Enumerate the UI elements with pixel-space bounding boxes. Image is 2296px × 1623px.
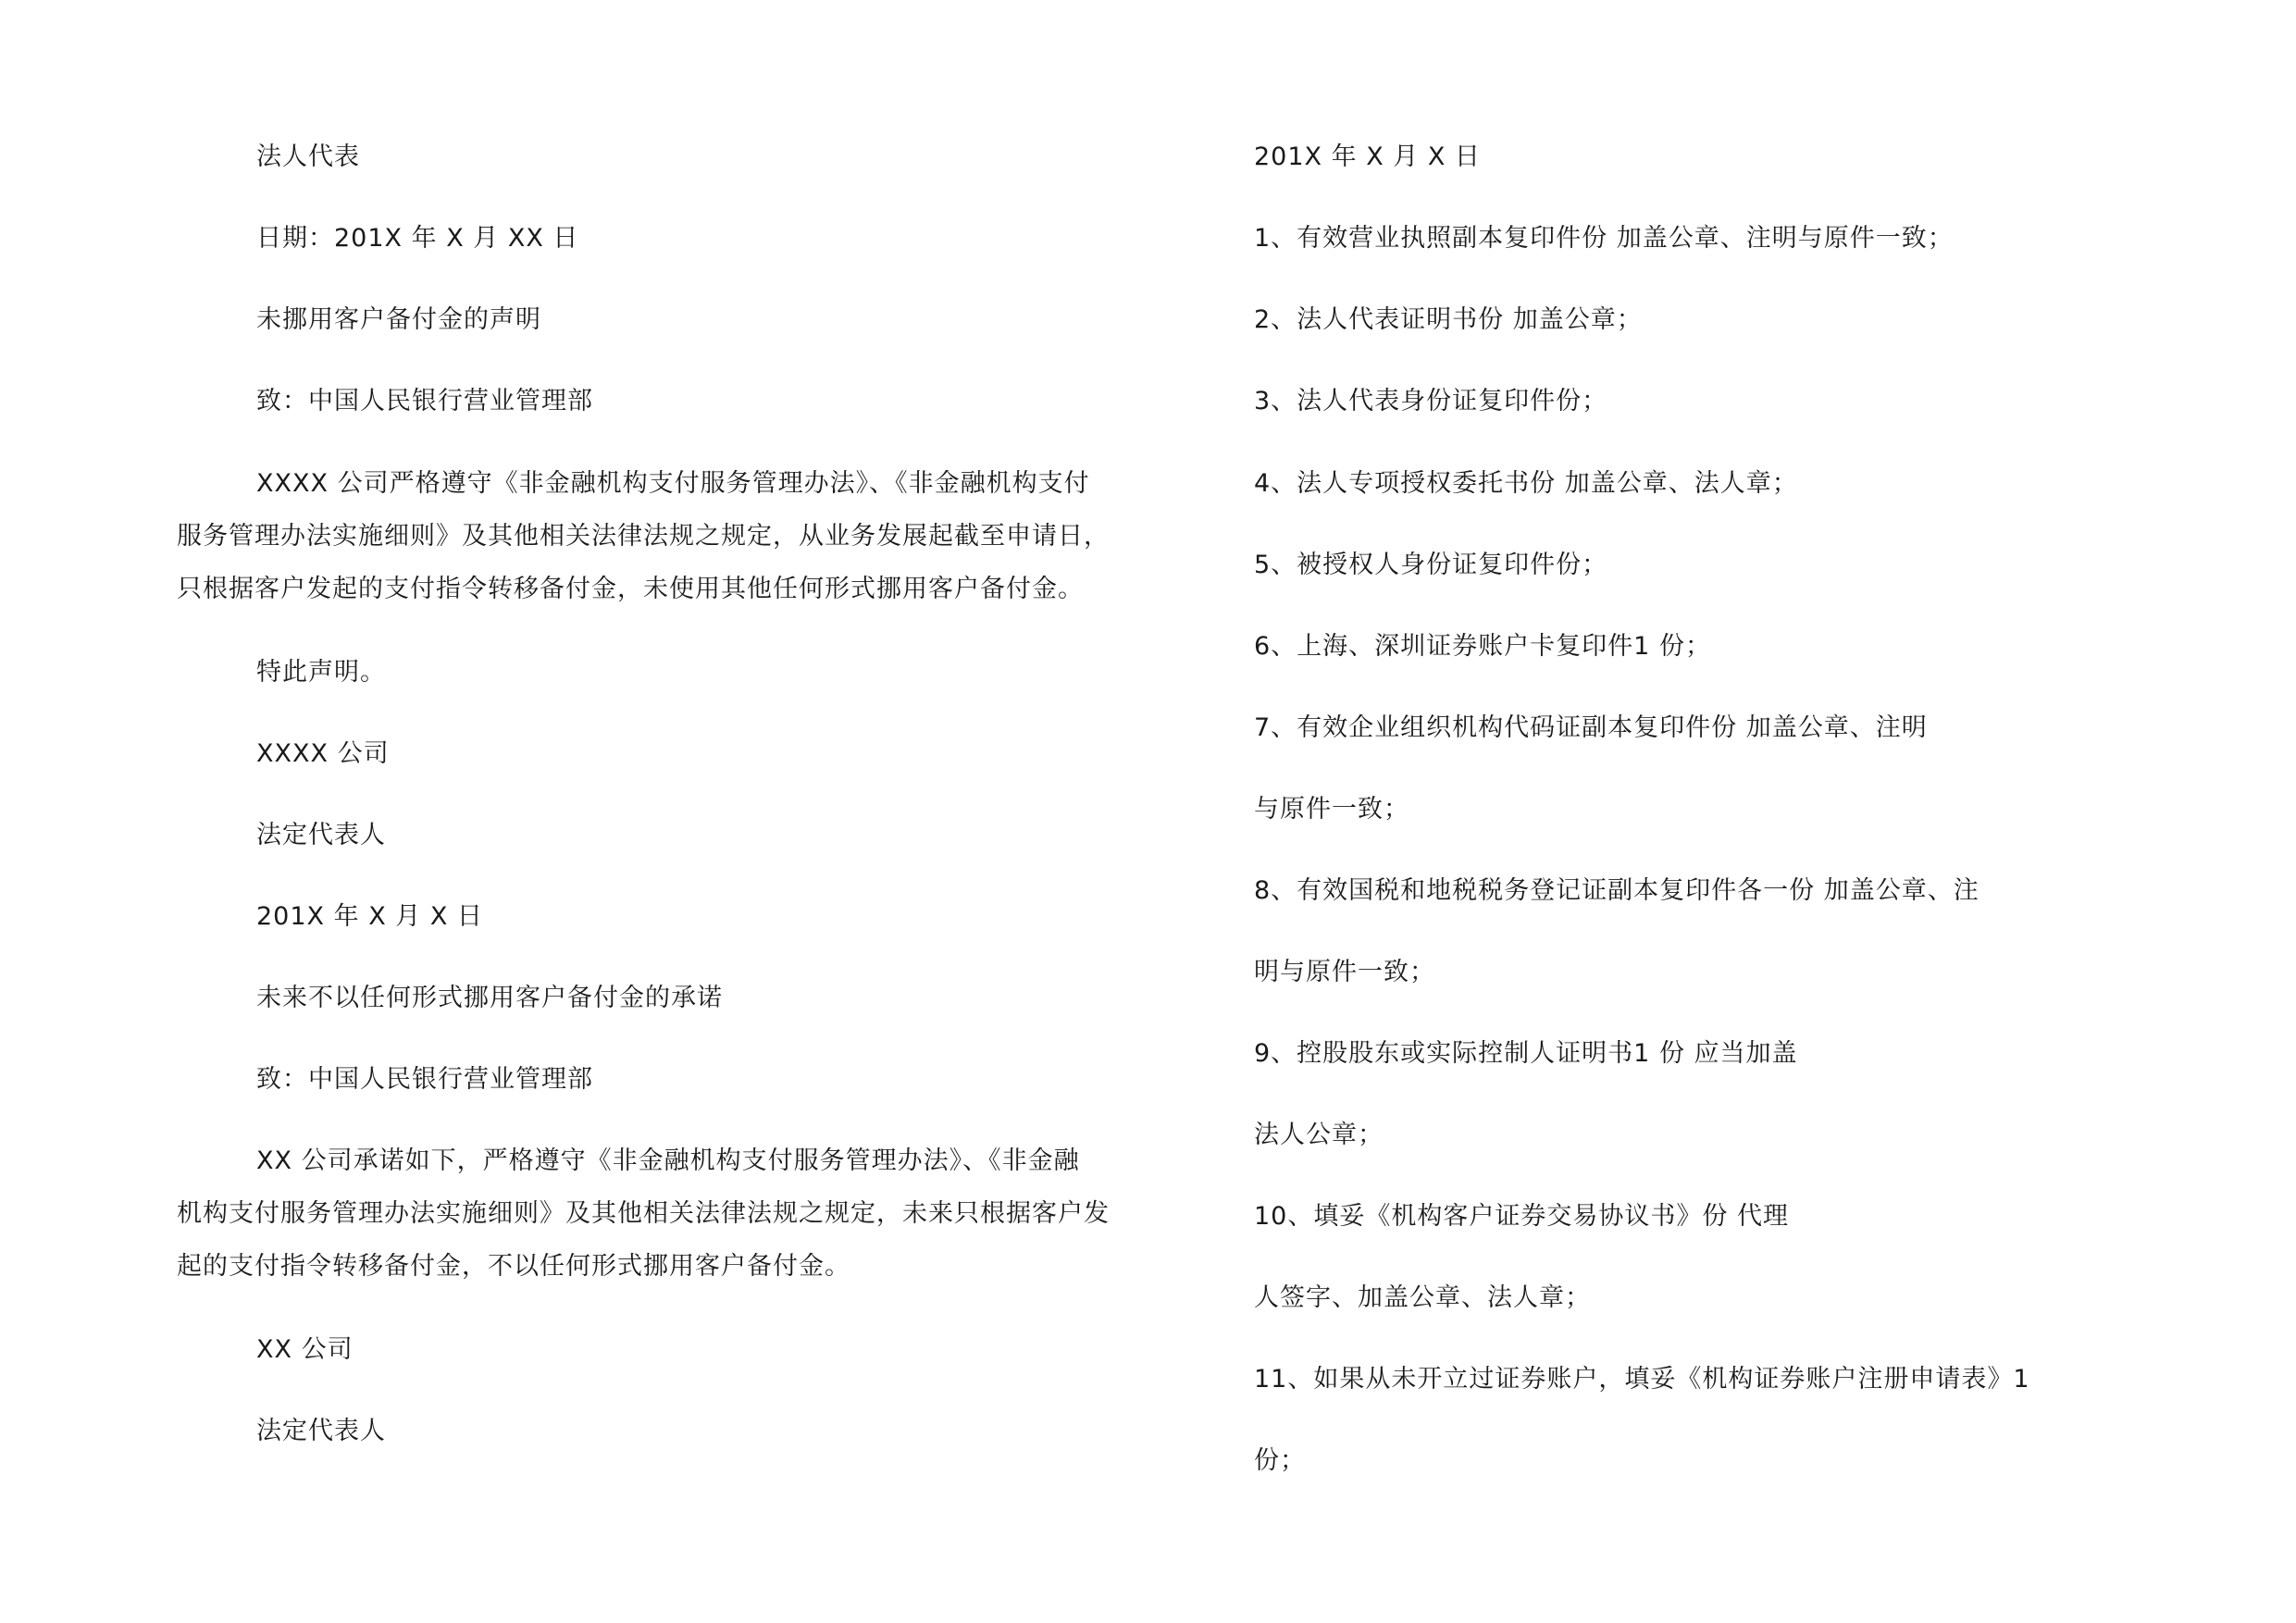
declaration-paragraph-line: 服务管理办法实施细则》及其他相关法律法规之规定，从业务发展起截至申请日，: [177, 522, 1110, 551]
checklist-item: 6、上海、深圳证券账户卡复印件1 份；: [1254, 632, 1711, 661]
checklist-item: 5、被授权人身份证复印件份；: [1254, 551, 1608, 579]
checklist-item-continuation: 与原件一致；: [1254, 795, 1409, 824]
date-line: 201X 年 X 月 X 日: [256, 902, 483, 931]
legal-representative-signature: 法定代表人: [256, 821, 386, 849]
checklist-item-continuation: 法人公章；: [1254, 1121, 1384, 1149]
checklist-item: 9、控股股东或实际控制人证明书1 份 应当加盖: [1254, 1039, 1798, 1068]
checklist-item: 3、法人代表身份证复印件份；: [1254, 387, 1608, 415]
commitment-title: 未来不以任何形式挪用客户备付金的承诺: [256, 984, 723, 1012]
declaration-title: 未挪用客户备付金的声明: [256, 305, 541, 334]
addressee-line: 致：中国人民银行营业管理部: [256, 1065, 593, 1094]
checklist-item-continuation: 明与原件一致；: [1254, 958, 1435, 986]
company-name: XXXX 公司: [256, 739, 390, 768]
declaration-paragraph-line: 只根据客户发起的支付指令转移备付金，未使用其他任何形式挪用客户备付金。: [177, 575, 1084, 603]
checklist-item: 10、填妥《机构客户证券交易协议书》份 代理: [1254, 1202, 1789, 1231]
addressee-line: 致：中国人民银行营业管理部: [256, 387, 593, 415]
checklist-item: 2、法人代表证明书份 加盖公章；: [1254, 305, 1643, 334]
commitment-paragraph-line: 起的支付指令转移备付金，不以任何形式挪用客户备付金。: [177, 1252, 850, 1281]
checklist-item: 7、有效企业组织机构代码证副本复印件份 加盖公章、注明: [1254, 713, 1928, 742]
date-line: 201X 年 X 月 X 日: [1254, 142, 1481, 171]
legal-representative-label: 法人代表: [256, 142, 360, 171]
checklist-item: 4、法人专项授权委托书份 加盖公章、法人章；: [1254, 469, 1798, 498]
checklist-item: 11、如果从未开立过证券账户，填妥《机构证券账户注册申请表》1: [1254, 1365, 2030, 1394]
checklist-item: 1、有效营业执照副本复印件份 加盖公章、注明与原件一致；: [1254, 224, 1954, 253]
hereby-declare: 特此声明。: [256, 658, 386, 687]
date-line: 日期：201X 年 X 月 XX 日: [256, 224, 579, 253]
declaration-paragraph-line: XXXX 公司严格遵守《非金融机构支付服务管理办法》、《非金融机构支付: [256, 469, 1090, 498]
company-name: XX 公司: [256, 1335, 354, 1364]
checklist-item-continuation: 份；: [1254, 1446, 1306, 1475]
commitment-paragraph-line: XX 公司承诺如下，严格遵守《非金融机构支付服务管理办法》、《非金融: [256, 1146, 1080, 1175]
commitment-paragraph-line: 机构支付服务管理办法实施细则》及其他相关法律法规之规定，未来只根据客户发: [177, 1199, 1110, 1228]
legal-representative-signature: 法定代表人: [256, 1417, 386, 1445]
checklist-item-continuation: 人签字、加盖公章、法人章；: [1254, 1283, 1591, 1312]
checklist-item: 8、有效国税和地税税务登记证副本复印件各一份 加盖公章、注: [1254, 876, 1980, 905]
